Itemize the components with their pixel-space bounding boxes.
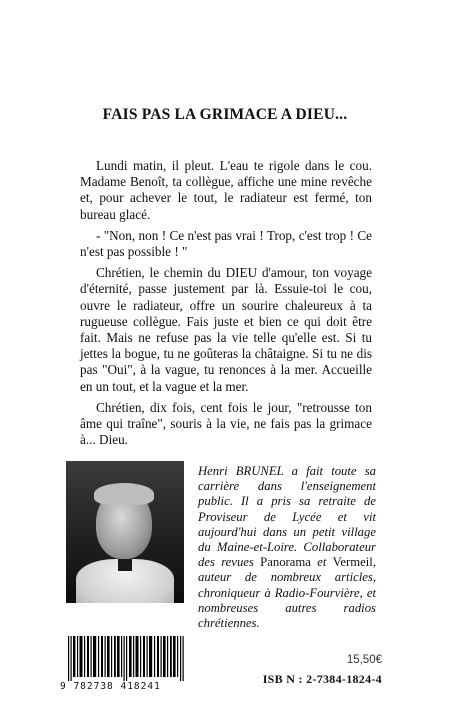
blurb-paragraph: Lundi matin, il pleut. L'eau te rigole dans le cou. Madame Benoît, ta collègue, affiche une mine revêche et, pour achever le tout, le radiateur est fermé, ton bureau glacé. <box>80 158 372 222</box>
book-title: FAIS PAS LA GRIMACE A DIEU... <box>102 106 348 123</box>
isbn: ISB N : 2-7384-1824-4 <box>262 672 382 686</box>
blurb-paragraph: Chrétien, dix fois, cent fois le jour, "retrousse ton âme qui traîne", souris à la vie, ne fais pas la grimace à... Dieu. <box>80 399 372 448</box>
barcode-digits: 9 782738 418241 <box>60 681 161 692</box>
bio-journal-vermeil: Vermeil <box>332 555 373 570</box>
blurb-paragraph: - "Non, non ! Ce n'est pas vrai ! Trop, c'est trop ! Ce n'est pas possible ! " <box>80 227 372 260</box>
barcode-icon <box>66 636 186 681</box>
author-bio <box>198 464 376 631</box>
author-photo <box>66 461 184 603</box>
bio-journal-panorama: Panorama <box>260 555 311 570</box>
blurb-paragraph: Chrétien, le chemin du DIEU d'amour, ton voyage d'éternité, passe justement par là. Essuie-toi le cou, ouvre le radiateur, offre un sourire chaleureux à ta rugueuse collègue. Fais juste et bien ce qui doit être fait. Mais ne refuse pas la vie telle qu'elle est. Si tu jettes la bogue, tu ne goûteras la châtaigne. Si tu ne dis pas "Oui", à la vague, tu renonces à la mer. Accueille en un tout, et la vague et la mer. <box>80 265 372 394</box>
price: 15,50€ <box>346 654 382 666</box>
bio-text: et <box>310 555 333 570</box>
bio-text: , auteur de nombreux articles, chroniqueur à Radio-Fourvière, et nombreuses autres radios chrétiennes. <box>198 555 376 631</box>
bio-text: Henri BRUNEL a fait toute sa carrière dans l'enseignement public. Il a pris sa retraite de Proviseur de Lycée et vit aujourd'hui dans un petit village du Maine-et-Loire. Collaborateur des revues <box>198 464 376 570</box>
blurb-text <box>80 158 372 453</box>
